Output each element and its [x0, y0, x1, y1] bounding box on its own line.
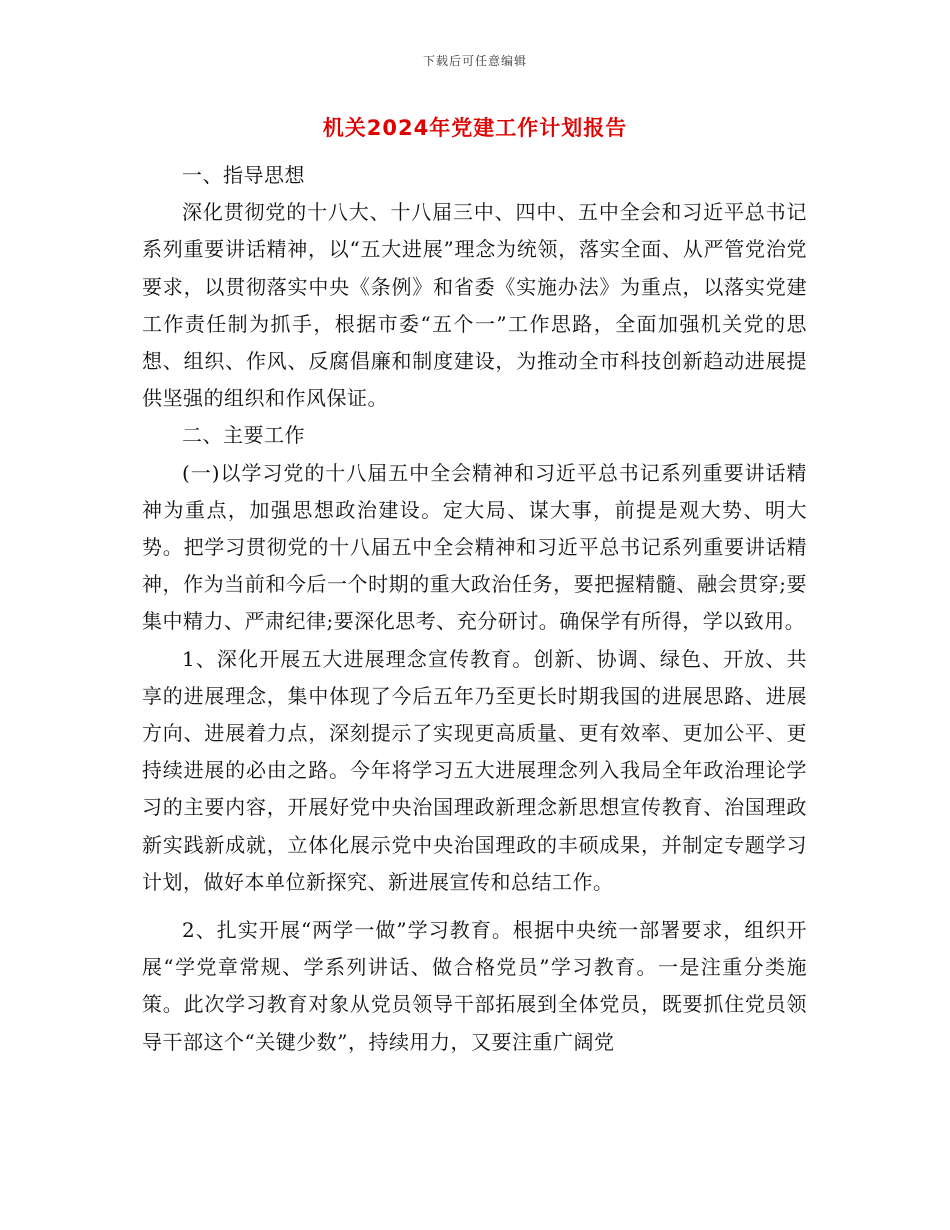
header-note: 下载后可任意编辑	[422, 54, 527, 68]
section-heading-guiding-thought: 一、指导思想	[182, 163, 305, 187]
document-title: 机关2024年党建工作计划报告	[322, 116, 628, 140]
section-heading-main-work: 二、主要工作	[182, 423, 305, 448]
document-body	[142, 157, 807, 1061]
paragraph-item-1: (一)以学习党的十八届五中全会精神和习近平总书记系列重要讲话精神为重点，加强思想政治建设。定大局、谋大事，前提是观大势、明大势。把学习贯彻党的十八届五中全会精神和习近平总书记系列重要讲话精神，作为当前和今后一个时期的重大政治任务，要把握精髓、融会贯穿;要集中精力、严肃纪律;要深化思考、充分研讨。确保学有所得，学以致用。	[142, 460, 807, 634]
paragraph-point-2: 2、扎实开展“两学一做”学习教育。根据中央统一部署要求，组织开展“学党章常规、学系列讲话、做合格党员”学习教育。一是注重分类施策。此次学习教育对象从党员领导干部拓展到全体党员，既要抓住党员领导干部这个“关键少数”，持续用力，又要注重广阔党	[142, 918, 807, 1054]
paragraph-point-1: 1、深化开展五大进展理念宣传教育。创新、协调、绿色、开放、共享的进展理念，集中体现了今后五年乃至更长时期我国的进展思路、进展方向、进展着力点，深刻提示了实现更高质量、更有效率、更加公平、更持续进展的必由之路。今年将学习五大进展理念列入我局全年政治理论学习的主要内容，开展好党中央治国理政新理念新思想宣传教育、治国理政新实践新成就，立体化展示党中央治国理政的丰硕成果，并制定专题学习计划，做好本单位新探究、新进展宣传和总结工作。	[142, 646, 807, 894]
paragraph-guiding-thought: 深化贯彻党的十八大、十八届三中、四中、五中全会和习近平总书记系列重要讲话精神，以“五大进展”理念为统领，落实全面、从严管党治党要求，以贯彻落实中央《条例》和省委《实施办法》为重点，以落实党建工作责任制为抓手，根据市委“五个一”工作思路，全面加强机关党的思想、组织、作风、反腐倡廉和制度建设，为推动全市科技创新趋动进展提供坚强的组织和作风保证。	[142, 200, 807, 411]
